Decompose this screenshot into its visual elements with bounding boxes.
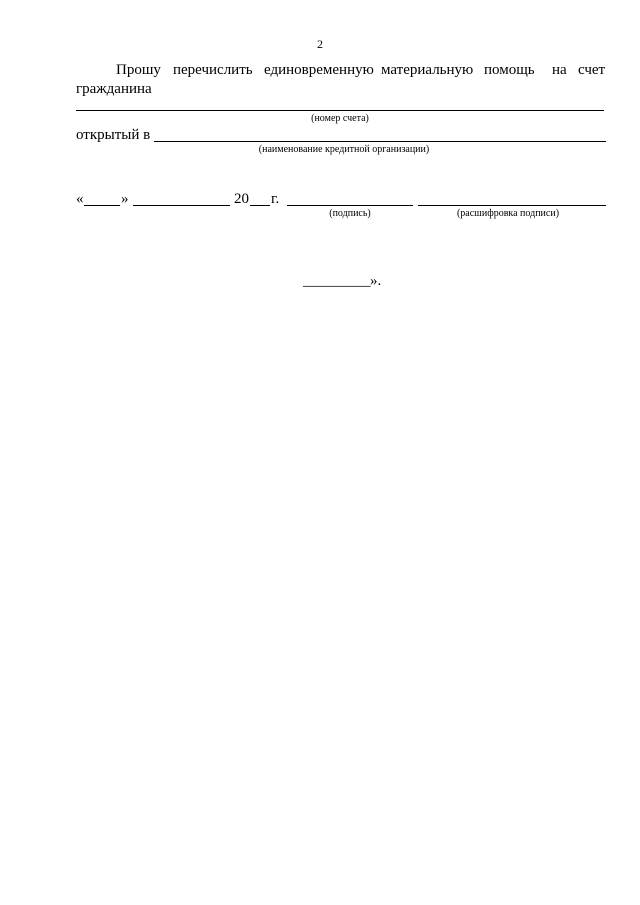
date-day-open-quote: « <box>76 191 84 207</box>
request-word: перечислить <box>173 62 253 78</box>
closing-quote: ». <box>370 273 382 289</box>
request-word: помощь <box>484 62 535 78</box>
date-day-blank <box>84 205 120 206</box>
request-word: Прошу <box>116 62 161 78</box>
date-month-blank <box>133 205 230 206</box>
request-word: материальную <box>381 62 474 78</box>
date-day-close-quote: » <box>121 191 129 207</box>
signature-caption: (подпись) <box>329 208 371 219</box>
bank-name-caption: (наименование кредитной организации) <box>258 144 430 155</box>
signature-line <box>287 205 413 206</box>
request-text-line-1 <box>116 61 610 79</box>
request-word: на <box>552 62 567 78</box>
page-number: 2 <box>317 37 323 51</box>
request-word: единовременную <box>264 62 374 78</box>
request-text-line-2: гражданина <box>76 81 152 97</box>
signature-decode-caption: (расшифровка подписи) <box>456 208 560 219</box>
bank-name-line <box>154 141 606 142</box>
bank-label: открытый в <box>76 127 151 143</box>
request-word: счет <box>578 62 606 78</box>
date-year-blank <box>250 205 270 206</box>
account-number-line <box>76 110 604 111</box>
signature-decode-line <box>418 205 606 206</box>
account-number-caption: (номер счета) <box>311 113 369 124</box>
closing-blank: _________ <box>303 273 371 289</box>
date-year-suffix: г. <box>271 191 280 207</box>
date-year-prefix: 20 <box>234 191 249 207</box>
